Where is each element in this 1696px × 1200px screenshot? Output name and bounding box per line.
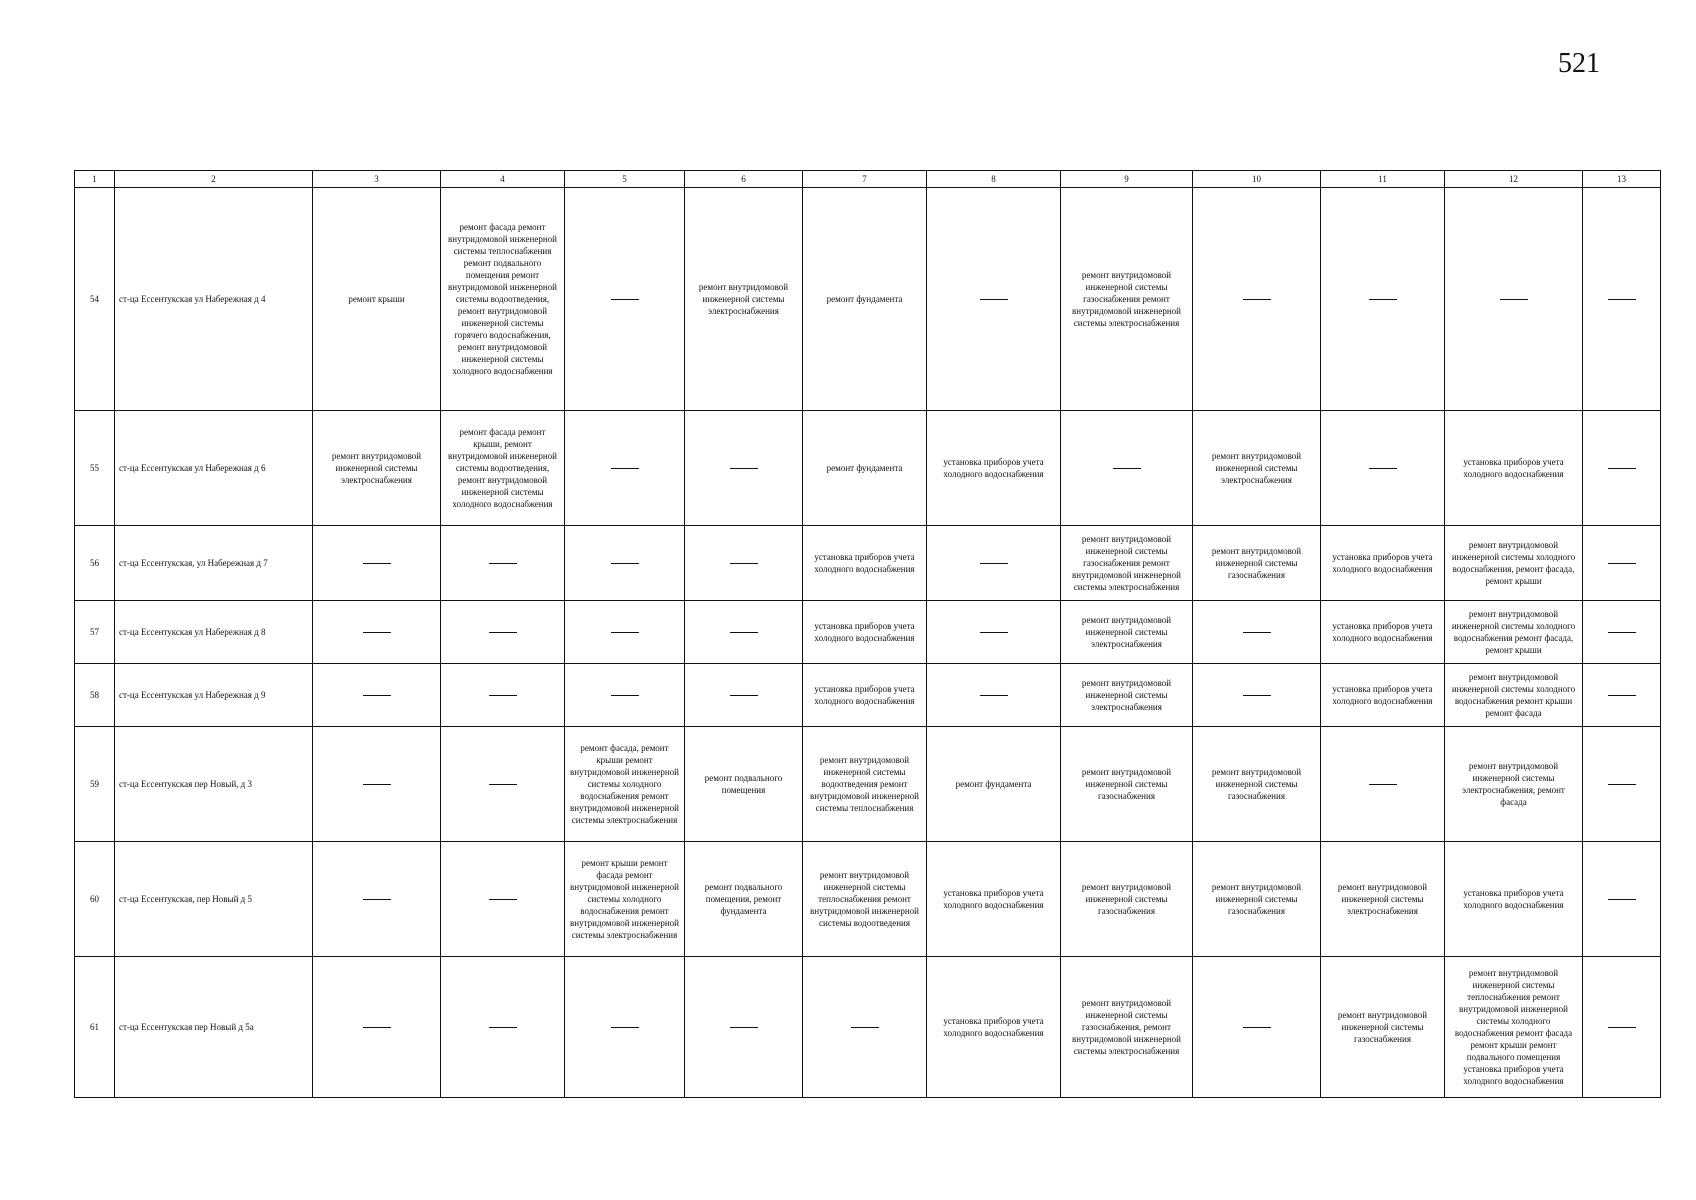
empty-cell (927, 664, 1061, 727)
work-cell: ремонт внутридомовой инженерной системы водоотведения ремонт внутридомовой инженерной системы теплоснабжения (803, 727, 927, 842)
work-cell: ремонт внутридомовой инженерной системы холодного водоснабжения, ремонт фасада, ремонт крыши (1445, 526, 1583, 601)
work-cell: установка приборов учета холодного водоснабжения (803, 601, 927, 664)
work-cell: ремонт внутридомовой инженерной системы газоснабжения (1193, 842, 1321, 957)
table-row (75, 842, 1661, 957)
dash-mark (363, 1027, 391, 1028)
address-cell: ст-ца Ессентукская ул Набережная д 4 (115, 188, 313, 411)
work-cell: установка приборов учета холодного водоснабжения (1321, 601, 1445, 664)
dash-mark (1369, 299, 1397, 300)
empty-cell (565, 601, 685, 664)
page-number: 521 (1558, 48, 1600, 79)
empty-cell (1193, 601, 1321, 664)
dash-mark (730, 1027, 758, 1028)
empty-cell (313, 664, 441, 727)
row-number: 54 (75, 188, 115, 411)
empty-cell (1061, 411, 1193, 526)
dash-mark (363, 784, 391, 785)
work-cell: ремонт подвального помещения, ремонт фундамента (685, 842, 803, 957)
work-cell: ремонт внутридомовой инженерной системы теплоснабжения ремонт внутридомовой инженерной системы холодного водоснабжения ремонт фасада ремонт крыши ремонт подвального помещения установка приборов учета холодного водоснабжения (1445, 957, 1583, 1098)
column-header-8: 8 (927, 171, 1061, 188)
work-cell: установка приборов учета холодного водоснабжения (1321, 664, 1445, 727)
empty-cell (685, 601, 803, 664)
dash-mark (851, 1027, 879, 1028)
work-cell: ремонт внутридомовой инженерной системы газоснабжения (1193, 727, 1321, 842)
address-cell: ст-ца Ессентукская ул Набережная д 9 (115, 664, 313, 727)
dash-mark (611, 632, 639, 633)
dash-mark (489, 1027, 517, 1028)
column-header-13: 13 (1583, 171, 1661, 188)
column-header-5: 5 (565, 171, 685, 188)
dash-mark (1608, 563, 1636, 564)
work-cell: ремонт внутридомовой инженерной системы электроснабжения, ремонт фасада (1445, 727, 1583, 842)
dash-mark (1369, 468, 1397, 469)
work-cell: ремонт внутридомовой инженерной системы газоснабжения ремонт внутридомовой инженерной системы электроснабжения (1061, 526, 1193, 601)
work-cell: ремонт внутридомовой инженерной системы электроснабжения (313, 411, 441, 526)
dash-mark (1608, 784, 1636, 785)
empty-cell (441, 957, 565, 1098)
work-cell: установка приборов учета холодного водоснабжения (1445, 411, 1583, 526)
empty-cell (441, 664, 565, 727)
empty-cell (1321, 727, 1445, 842)
repair-schedule-table (74, 170, 1661, 1098)
empty-cell (441, 842, 565, 957)
work-cell: ремонт внутридомовой инженерной системы газоснабжения ремонт внутридомовой инженерной системы электроснабжения (1061, 188, 1193, 411)
address-cell: ст-ца Ессентукская, пер Новый д 5 (115, 842, 313, 957)
dash-mark (611, 563, 639, 564)
work-cell: ремонт крыши ремонт фасада ремонт внутридомовой инженерной системы холодного водоснабжения ремонт внутридомовой инженерной системы электроснабжения (565, 842, 685, 957)
table-row (75, 664, 1661, 727)
empty-cell (1193, 957, 1321, 1098)
work-cell: установка приборов учета холодного водоснабжения (803, 664, 927, 727)
dash-mark (1243, 1027, 1271, 1028)
empty-cell (1193, 188, 1321, 411)
column-header-2: 2 (115, 171, 313, 188)
row-number: 61 (75, 957, 115, 1098)
dash-mark (730, 695, 758, 696)
dash-mark (730, 468, 758, 469)
address-cell: ст-ца Ессентукская пер Новый д 5а (115, 957, 313, 1098)
work-cell: установка приборов учета холодного водоснабжения (927, 842, 1061, 957)
address-cell: ст-ца Ессентукская пер Новый, д 3 (115, 727, 313, 842)
work-cell: ремонт внутридомовой инженерной системы теплоснабжения ремонт внутридомовой инженерной системы водоотведения (803, 842, 927, 957)
empty-cell (685, 526, 803, 601)
row-number: 59 (75, 727, 115, 842)
dash-mark (1608, 695, 1636, 696)
empty-cell (685, 957, 803, 1098)
work-cell: ремонт внутридомовой инженерной системы электроснабжения (1061, 664, 1193, 727)
column-header-3: 3 (313, 171, 441, 188)
work-cell: ремонт фундамента (803, 188, 927, 411)
empty-cell (1321, 188, 1445, 411)
empty-cell (1583, 411, 1661, 526)
column-header-6: 6 (685, 171, 803, 188)
dash-mark (363, 632, 391, 633)
row-number: 57 (75, 601, 115, 664)
work-cell: ремонт внутридомовой инженерной системы газоснабжения (1193, 526, 1321, 601)
empty-cell (1321, 411, 1445, 526)
dash-mark (489, 695, 517, 696)
work-cell: ремонт фасада, ремонт крыши ремонт внутридомовой инженерной системы холодного водоснабжения ремонт внутридомовой инженерной системы электроснабжения (565, 727, 685, 842)
work-cell: ремонт внутридомовой инженерной системы электроснабжения (1321, 842, 1445, 957)
dash-mark (980, 632, 1008, 633)
empty-cell (565, 188, 685, 411)
address-cell: ст-ца Ессентукская ул Набережная д 8 (115, 601, 313, 664)
work-cell: ремонт фасада ремонт внутридомовой инженерной системы теплоснабжения ремонт подвального помещения ремонт внутридомовой инженерной системы водоотведения, ремонт внутридомовой инженерной системы горячего водоснабжения, ремонт внутридомовой инженерной системы холодного водоснабжения (441, 188, 565, 411)
work-cell: ремонт внутридомовой инженерной системы газоснабжения (1061, 842, 1193, 957)
work-cell: ремонт крыши (313, 188, 441, 411)
empty-cell (441, 601, 565, 664)
column-header-9: 9 (1061, 171, 1193, 188)
row-number: 55 (75, 411, 115, 526)
empty-cell (313, 957, 441, 1098)
dash-mark (1608, 1027, 1636, 1028)
dash-mark (1369, 784, 1397, 785)
empty-cell (565, 664, 685, 727)
empty-cell (1583, 526, 1661, 601)
column-header-11: 11 (1321, 171, 1445, 188)
dash-mark (611, 468, 639, 469)
column-header-10: 10 (1193, 171, 1321, 188)
work-cell: ремонт внутридомовой инженерной системы холодного водоснабжения ремонт крыши ремонт фасада (1445, 664, 1583, 727)
work-cell: установка приборов учета холодного водоснабжения (1445, 842, 1583, 957)
empty-cell (1583, 842, 1661, 957)
dash-mark (980, 695, 1008, 696)
work-cell: ремонт внутридомовой инженерной системы газоснабжения (1321, 957, 1445, 1098)
empty-cell (1583, 727, 1661, 842)
work-cell: установка приборов учета холодного водоснабжения (927, 957, 1061, 1098)
dash-mark (980, 299, 1008, 300)
work-cell: ремонт фундамента (803, 411, 927, 526)
table-row (75, 526, 1661, 601)
header-row (75, 171, 1661, 188)
dash-mark (489, 632, 517, 633)
work-cell: установка приборов учета холодного водоснабжения (1321, 526, 1445, 601)
row-number: 60 (75, 842, 115, 957)
empty-cell (1583, 957, 1661, 1098)
dash-mark (1608, 899, 1636, 900)
row-number: 56 (75, 526, 115, 601)
dash-mark (730, 563, 758, 564)
empty-cell (565, 957, 685, 1098)
empty-cell (1445, 188, 1583, 411)
empty-cell (1193, 664, 1321, 727)
work-cell: ремонт внутридомовой инженерной системы электроснабжения (1193, 411, 1321, 526)
dash-mark (363, 695, 391, 696)
dash-mark (611, 695, 639, 696)
dash-mark (489, 563, 517, 564)
empty-cell (685, 664, 803, 727)
empty-cell (441, 526, 565, 601)
work-cell: ремонт внутридомовой инженерной системы электроснабжения (685, 188, 803, 411)
dash-mark (980, 563, 1008, 564)
work-cell: ремонт внутридомовой инженерной системы холодного водоснабжения ремонт фасада, ремонт крыши (1445, 601, 1583, 664)
empty-cell (565, 526, 685, 601)
dash-mark (1500, 299, 1528, 300)
empty-cell (441, 727, 565, 842)
dash-mark (363, 899, 391, 900)
empty-cell (685, 411, 803, 526)
work-cell: ремонт внутридомовой инженерной системы газоснабжения (1061, 727, 1193, 842)
work-cell: ремонт фасада ремонт крыши, ремонт внутридомовой инженерной системы водоотведения, ремонт внутридомовой инженерной системы холодного водоснабжения (441, 411, 565, 526)
dash-mark (1243, 695, 1271, 696)
dash-mark (489, 899, 517, 900)
table-row (75, 188, 1661, 411)
table-row (75, 411, 1661, 526)
column-header-1: 1 (75, 171, 115, 188)
empty-cell (927, 526, 1061, 601)
empty-cell (313, 601, 441, 664)
empty-cell (1583, 601, 1661, 664)
work-cell: установка приборов учета холодного водоснабжения (927, 411, 1061, 526)
dash-mark (730, 632, 758, 633)
empty-cell (565, 411, 685, 526)
dash-mark (1113, 468, 1141, 469)
empty-cell (313, 842, 441, 957)
address-cell: ст-ца Ессентукская, ул Набережная д 7 (115, 526, 313, 601)
empty-cell (927, 601, 1061, 664)
empty-cell (1583, 664, 1661, 727)
work-cell: ремонт подвального помещения (685, 727, 803, 842)
empty-cell (803, 957, 927, 1098)
empty-cell (927, 188, 1061, 411)
work-cell: ремонт внутридомовой инженерной системы электроснабжения (1061, 601, 1193, 664)
dash-mark (363, 563, 391, 564)
dash-mark (1608, 299, 1636, 300)
dash-mark (1608, 632, 1636, 633)
row-number: 58 (75, 664, 115, 727)
work-cell: ремонт внутридомовой инженерной системы газоснабжения, ремонт внутридомовой инженерной системы электроснабжения (1061, 957, 1193, 1098)
table-row (75, 957, 1661, 1098)
column-header-12: 12 (1445, 171, 1583, 188)
column-header-4: 4 (441, 171, 565, 188)
empty-cell (313, 727, 441, 842)
dash-mark (489, 784, 517, 785)
column-header-7: 7 (803, 171, 927, 188)
table-row (75, 727, 1661, 842)
empty-cell (1583, 188, 1661, 411)
table-row (75, 601, 1661, 664)
address-cell: ст-ца Ессентукская ул Набережная д 6 (115, 411, 313, 526)
dash-mark (611, 299, 639, 300)
empty-cell (313, 526, 441, 601)
dash-mark (1243, 299, 1271, 300)
dash-mark (1608, 468, 1636, 469)
work-cell: ремонт фундамента (927, 727, 1061, 842)
work-cell: установка приборов учета холодного водоснабжения (803, 526, 927, 601)
dash-mark (1243, 632, 1271, 633)
dash-mark (611, 1027, 639, 1028)
